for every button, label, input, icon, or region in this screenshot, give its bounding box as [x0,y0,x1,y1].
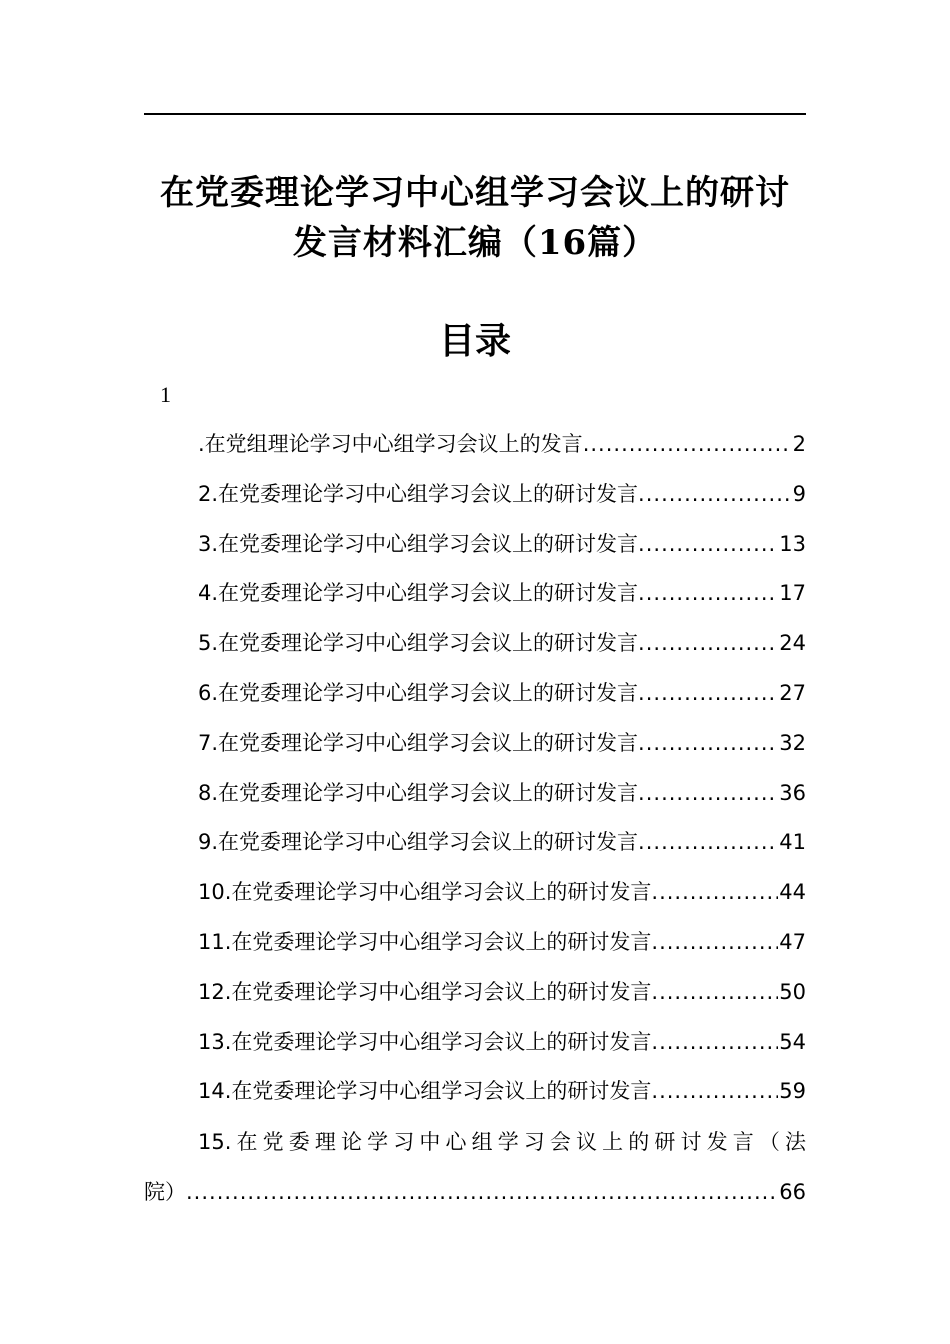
toc-page-number: 27 [779,681,806,705]
toc-entry-15-line-1[interactable]: 15.在党委理论学习中心组学习会议上的研讨发言（法 [198,1130,806,1154]
toc-entry-text: 院） [144,1180,186,1204]
toc-entry-text: 13.在党委理论学习中心组学习会议上的研讨发言 [198,1030,652,1054]
toc-dot-leader [638,725,778,761]
toc-entry[interactable] [198,974,806,1010]
toc-entry[interactable] [198,675,806,711]
toc-entry[interactable] [198,625,806,661]
toc-entry-text: 14.在党委理论学习中心组学习会议上的研讨发言 [198,1079,652,1103]
toc-entry-text: 12.在党委理论学习中心组学习会议上的研讨发言 [198,980,652,1004]
toc-dot-leader [651,1073,778,1109]
toc-dot-leader [638,575,778,611]
toc-page-number: 59 [779,1079,806,1103]
toc-entry-text: .在党组理论学习中心组学习会议上的发言 [198,432,583,456]
toc-entry[interactable] [198,476,806,512]
toc-page-number: 32 [779,731,806,755]
toc-dot-leader [651,924,778,960]
toc-dot-leader [638,476,792,512]
toc-page-number: 36 [779,781,806,805]
toc-entry[interactable] [198,575,806,611]
toc-dot-leader [638,675,778,711]
toc-entry-15-line-2[interactable] [144,1174,806,1210]
toc-entry-text: 4.在党委理论学习中心组学习会议上的研讨发言 [198,581,639,605]
toc-dot-leader [638,824,778,860]
toc-entry-text: 3.在党委理论学习中心组学习会议上的研讨发言 [198,532,639,556]
toc-entry[interactable] [198,824,806,860]
toc-entry-text: 5.在党委理论学习中心组学习会议上的研讨发言 [198,631,639,655]
toc-entry-text: 11.在党委理论学习中心组学习会议上的研讨发言 [198,930,652,954]
toc-page-number: 50 [779,980,806,1004]
toc-dot-leader [651,974,778,1010]
toc-heading: 目录 [438,320,511,362]
toc-entry-text: 9.在党委理论学习中心组学习会议上的研讨发言 [198,830,639,854]
toc-page-number: 17 [779,581,806,605]
toc-entry-text: 2.在党委理论学习中心组学习会议上的研讨发言 [198,482,639,506]
toc-entry[interactable] [198,775,806,811]
toc-page-number: 41 [779,830,806,854]
toc-entry[interactable] [198,426,806,462]
toc-dot-leader [638,625,778,661]
toc-entry[interactable] [198,874,806,910]
toc-entry[interactable] [198,725,806,761]
toc-dot-leader [186,1174,778,1210]
toc-page-number: 44 [779,880,806,904]
toc-entry-text: 6.在党委理论学习中心组学习会议上的研讨发言 [198,681,639,705]
toc-dot-leader [638,526,778,562]
toc-entry-text: 8.在党委理论学习中心组学习会议上的研讨发言 [198,781,639,805]
toc-page-number: 9 [792,482,806,506]
toc-entry[interactable] [198,1073,806,1109]
toc-page-number: 2 [792,432,806,456]
toc-dot-leader [651,874,778,910]
toc-dot-leader [651,1024,778,1060]
toc-page-number: 13 [779,532,806,556]
toc-page-number: 24 [779,631,806,655]
title-line-2: 发言材料汇编（16篇） [292,223,658,263]
toc-page-number: 66 [779,1180,806,1204]
title-line-1: 在党委理论学习中心组学习会议上的研讨 [160,173,790,213]
toc-entry[interactable] [198,1024,806,1060]
toc-entry-text: 10.在党委理论学习中心组学习会议上的研讨发言 [198,880,652,904]
toc-entry-text: 7.在党委理论学习中心组学习会议上的研讨发言 [198,731,639,755]
toc-dot-leader [583,426,792,462]
toc-entry[interactable] [198,924,806,960]
toc-page-number: 54 [779,1030,806,1054]
toc-page-number: 47 [779,930,806,954]
list-marker: 1 [160,382,171,407]
toc-entry[interactable] [198,526,806,562]
toc-dot-leader [638,775,778,811]
